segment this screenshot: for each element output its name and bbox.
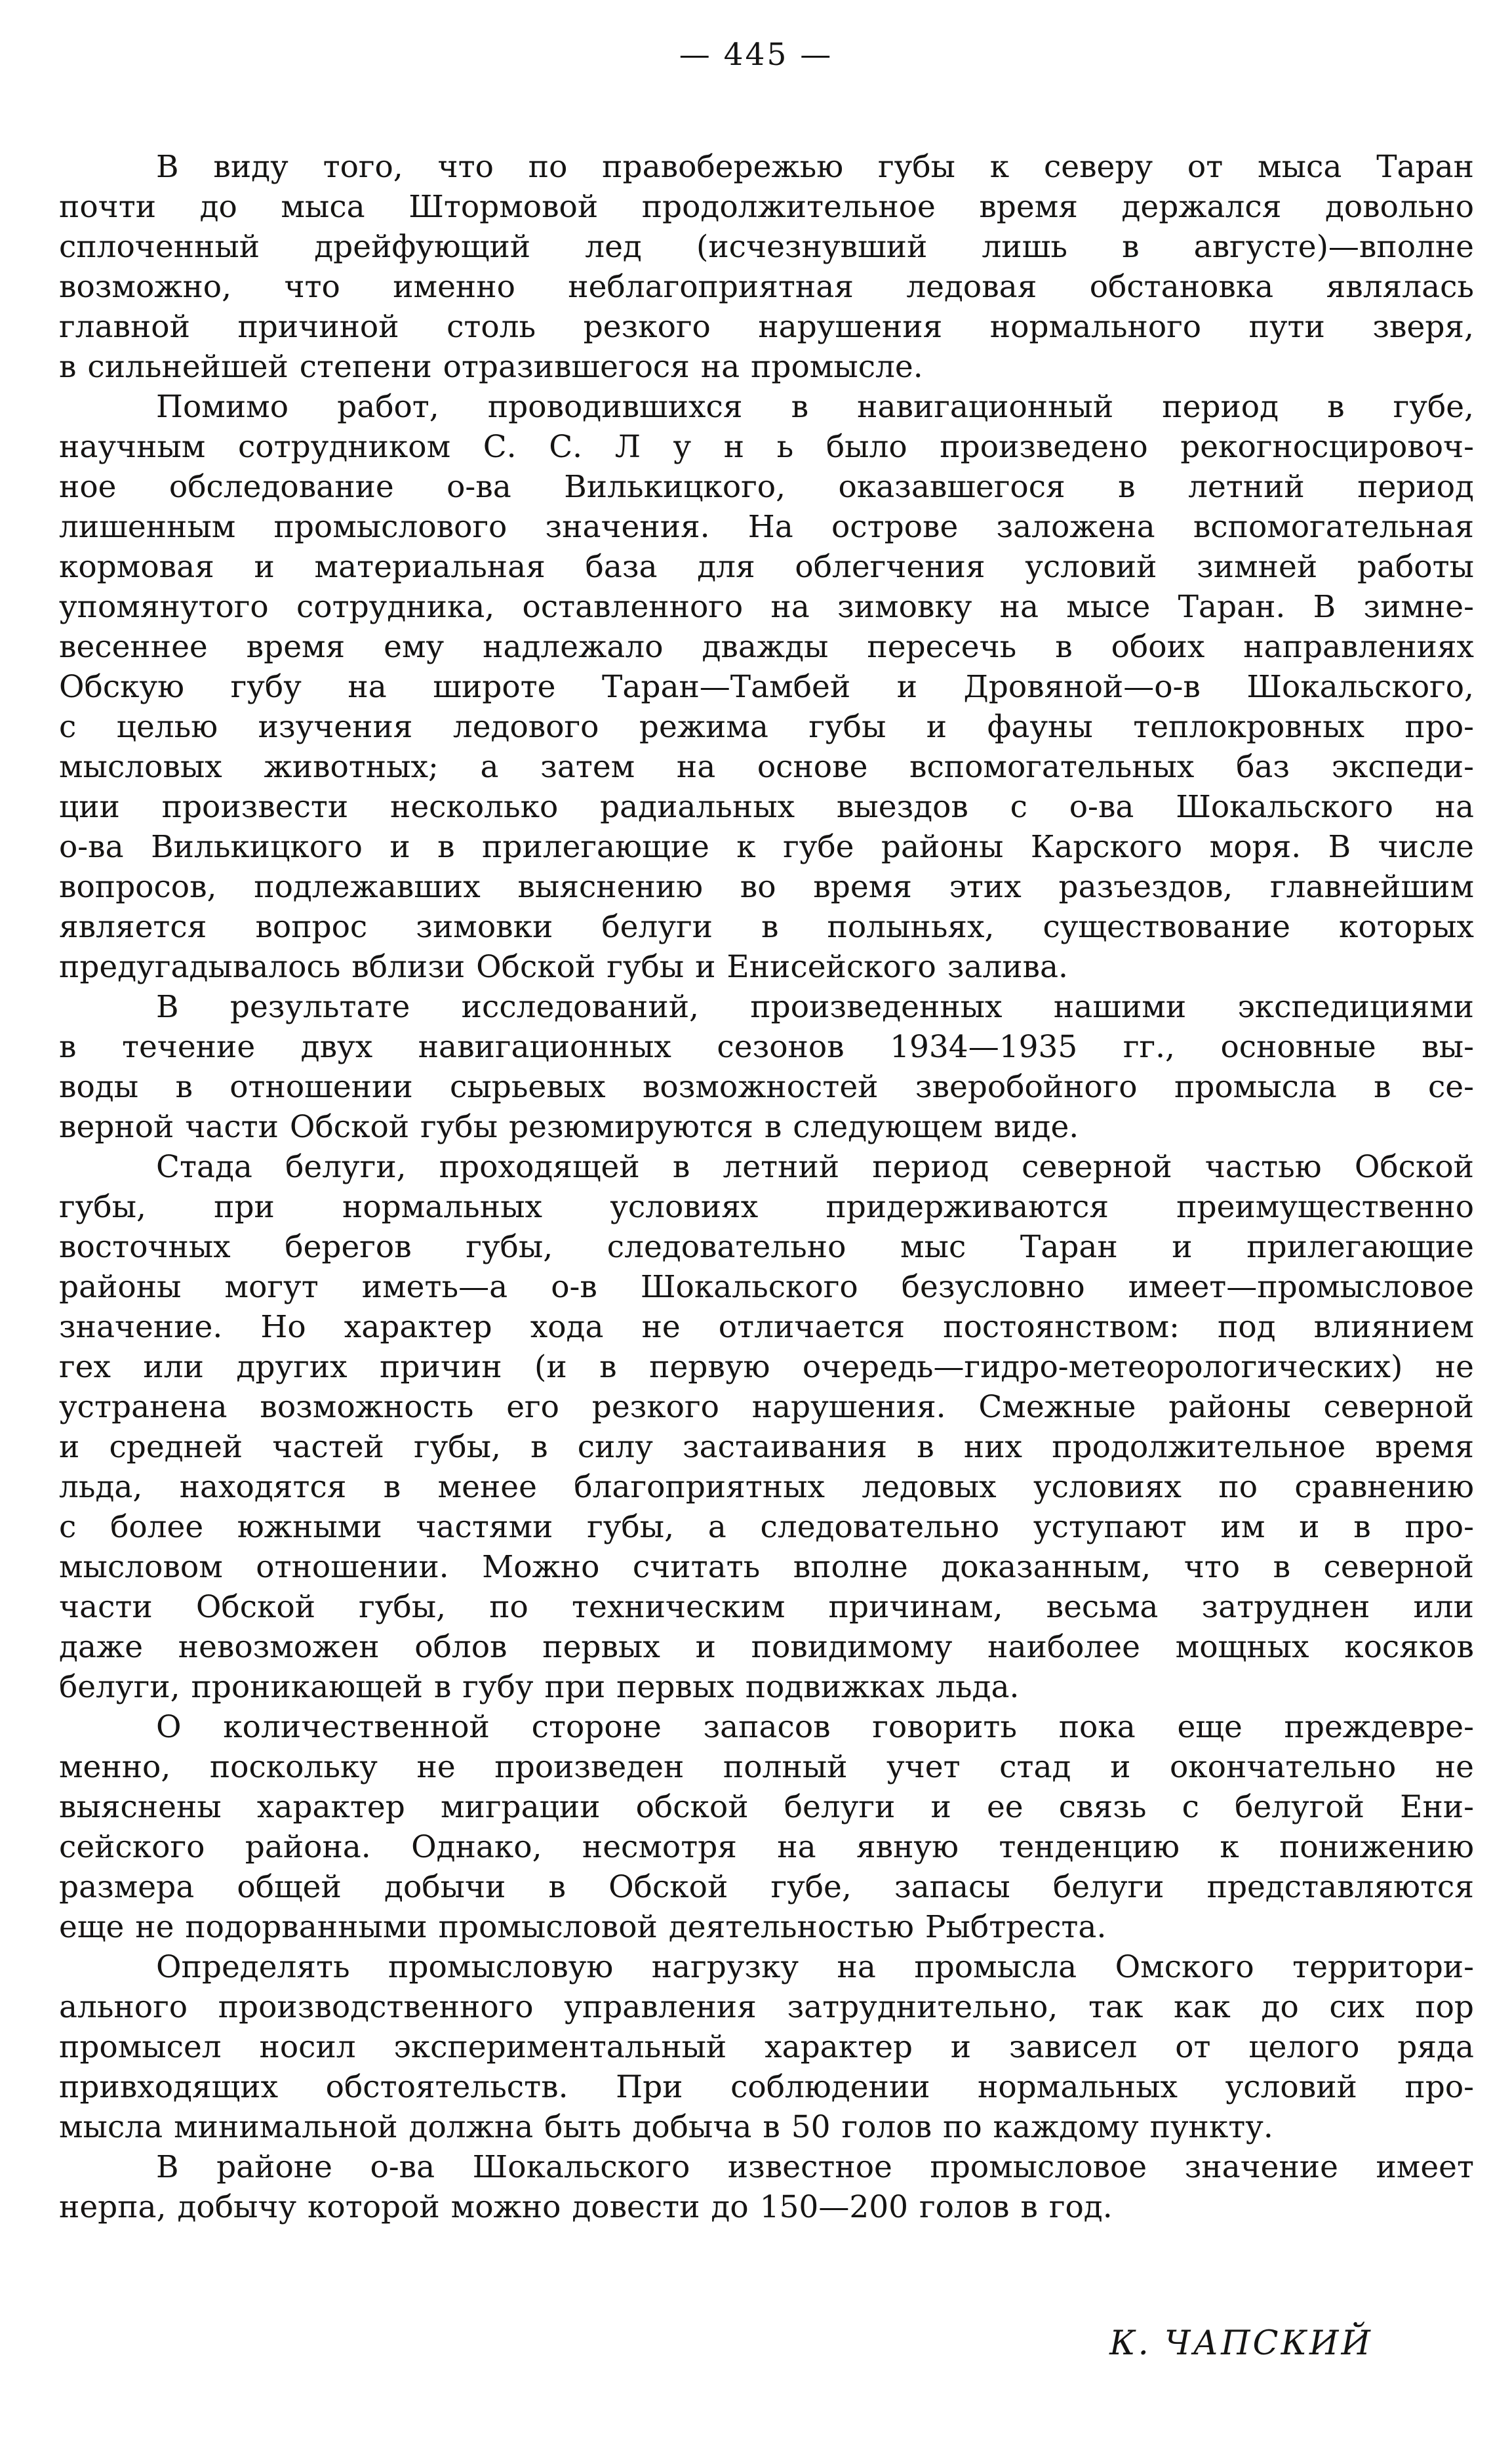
paragraph — [59, 1707, 1474, 1947]
text-line: белуги, проникающей в губу при первых подвижках льда. — [59, 1669, 1020, 1705]
text-line: губы, при нормальных условиях придерживаются преимущественно — [59, 1189, 1474, 1225]
text-line: в сильнейшей степени отразившегося на промысле. — [59, 349, 923, 385]
text-line: мысловых животных; а затем на основе вспомогательных баз экспеди- — [59, 749, 1474, 785]
text-line: с целью изучения ледового режима губы и фауны теплокровных про- — [59, 709, 1474, 745]
text-line: воды в отношении сырьевых возможностей зверобойного промысла в се- — [59, 1069, 1474, 1105]
text-line: еще не подорванными промысловой деятельностью Рыбтреста. — [59, 1909, 1107, 1945]
text-line: Помимо работ, проводившихся в навигационный период в губе, — [156, 389, 1474, 425]
text-line: и средней частей губы, в силу застаивания в них продолжительное время — [59, 1429, 1474, 1465]
text-line: научным сотрудником С. С. Л у н ь было произведено рекогносцировоч- — [59, 429, 1474, 465]
text-line: выяснены характер миграции обской белуги и ее связь с белугой Ени- — [59, 1789, 1474, 1825]
text-line: О количественной стороне запасов говорить пока еще преждевре- — [156, 1709, 1474, 1745]
text-line: верной части Обской губы резюмируются в следующем виде. — [59, 1109, 1079, 1145]
text-line: лишенным промыслового значения. На острове заложена вспомогательная — [59, 509, 1474, 545]
text-line: возможно, что именно неблагоприятная ледовая обстановка являлась — [59, 269, 1474, 305]
text-line: сплоченный дрейфующий лед (исчезнувший лишь в августе)—вполне — [59, 229, 1474, 265]
text-line: менно, поскольку не произведен полный учет стад и окончательно не — [59, 1749, 1474, 1785]
text-line: промысел носил экспериментальный характер и зависел от целого ряда — [59, 2029, 1474, 2065]
text-line: даже невозможен облов первых и повидимому наиболее мощных косяков — [59, 1629, 1474, 1665]
text-line: ции произвести несколько радиальных выездов с о-ва Шокальского на — [59, 789, 1474, 825]
text-line: части Обской губы, по техническим причинам, весьма затруднен или — [59, 1589, 1474, 1625]
page-number: — 445 — — [679, 37, 833, 73]
paragraph — [59, 987, 1474, 1147]
text-line: сейского района. Однако, несмотря на явную тенденцию к понижению — [59, 1829, 1474, 1865]
text-line: значение. Но характер хода не отличается постоянством: под влиянием — [59, 1309, 1474, 1345]
text-line: о-ва Вилькицкого и в прилегающие к губе районы Карского моря. В числе — [59, 829, 1474, 865]
text-line: устранена возможность его резкого нарушения. Смежные районы северной — [59, 1389, 1474, 1425]
text-line: главной причиной столь резкого нарушения нормального пути зверя, — [59, 309, 1474, 345]
text-line: районы могут иметь—а о-в Шокальского безусловно имеет—промысловое — [59, 1269, 1474, 1305]
text-line: размера общей добычи в Обской губе, запасы белуги представляются — [59, 1869, 1474, 1905]
text-line: с более южными частями губы, а следовательно уступают им и в про- — [59, 1509, 1474, 1545]
text-line: вопросов, подлежавших выяснению во время этих разъездов, главнейшим — [59, 869, 1474, 905]
paragraph — [59, 1147, 1474, 1707]
text-line: В районе о-ва Шокальского известное промысловое значение имеет — [156, 2149, 1474, 2185]
text-line: является вопрос зимовки белуги в полыньях, существование которых — [59, 909, 1474, 945]
paragraph — [59, 1947, 1474, 2147]
paragraph — [59, 2147, 1474, 2227]
signature: К. ЧАПСКИЙ — [1109, 2324, 1373, 2363]
text-line: Стада белуги, проходящей в летний период северной частью Обской — [156, 1149, 1474, 1185]
text-line: восточных берегов губы, следовательно мыс Таран и прилегающие — [59, 1229, 1474, 1265]
text-line: кормовая и материальная база для облегчения условий зимней работы — [59, 549, 1474, 585]
text-line: Обскую губу на широте Таран—Тамбей и Дровяной—о-в Шокальского, — [59, 669, 1474, 705]
text-line: мысловом отношении. Можно считать вполне доказанным, что в северной — [59, 1549, 1474, 1585]
text-line: гех или других причин (и в первую очередь—гидро-метеорологических) не — [59, 1349, 1474, 1385]
text-line: В результате исследований, произведенных нашими экспедициями — [156, 989, 1474, 1025]
text-line: предугадывалось вблизи Обской губы и Енисейского залива. — [59, 949, 1068, 985]
text-line: ное обследование о-ва Вилькицкого, оказавшегося в летний период — [59, 469, 1474, 505]
paragraph — [59, 147, 1474, 387]
text-line: привходящих обстоятельств. При соблюдении нормальных условий про- — [59, 2069, 1474, 2105]
text-line: упомянутого сотрудника, оставленного на зимовку на мысе Таран. В зимне- — [59, 589, 1474, 625]
text-line: весеннее время ему надлежало дважды пересечь в обоих направлениях — [59, 629, 1474, 665]
paragraph — [59, 387, 1474, 987]
text-line: в течение двух навигационных сезонов 1934—1935 гг., основные вы- — [59, 1029, 1474, 1065]
text-line: нерпа, добычу которой можно довести до 150—200 голов в год. — [59, 2189, 1113, 2225]
text-line: мысла минимальной должна быть добыча в 50 голов по каждому пункту. — [59, 2109, 1273, 2145]
body-text — [59, 147, 1474, 2227]
text-line: В виду того, что по правобережью губы к северу от мыса Таран — [156, 149, 1474, 185]
text-line: ального производственного управления затруднительно, так как до сих пор — [59, 1989, 1474, 2025]
text-line: Определять промысловую нагрузку на промысла Омского территори- — [156, 1949, 1474, 1985]
text-line: почти до мыса Штормовой продолжительное время держался довольно — [59, 189, 1474, 225]
text-line: льда, находятся в менее благоприятных ледовых условиях по сравнению — [59, 1469, 1474, 1505]
